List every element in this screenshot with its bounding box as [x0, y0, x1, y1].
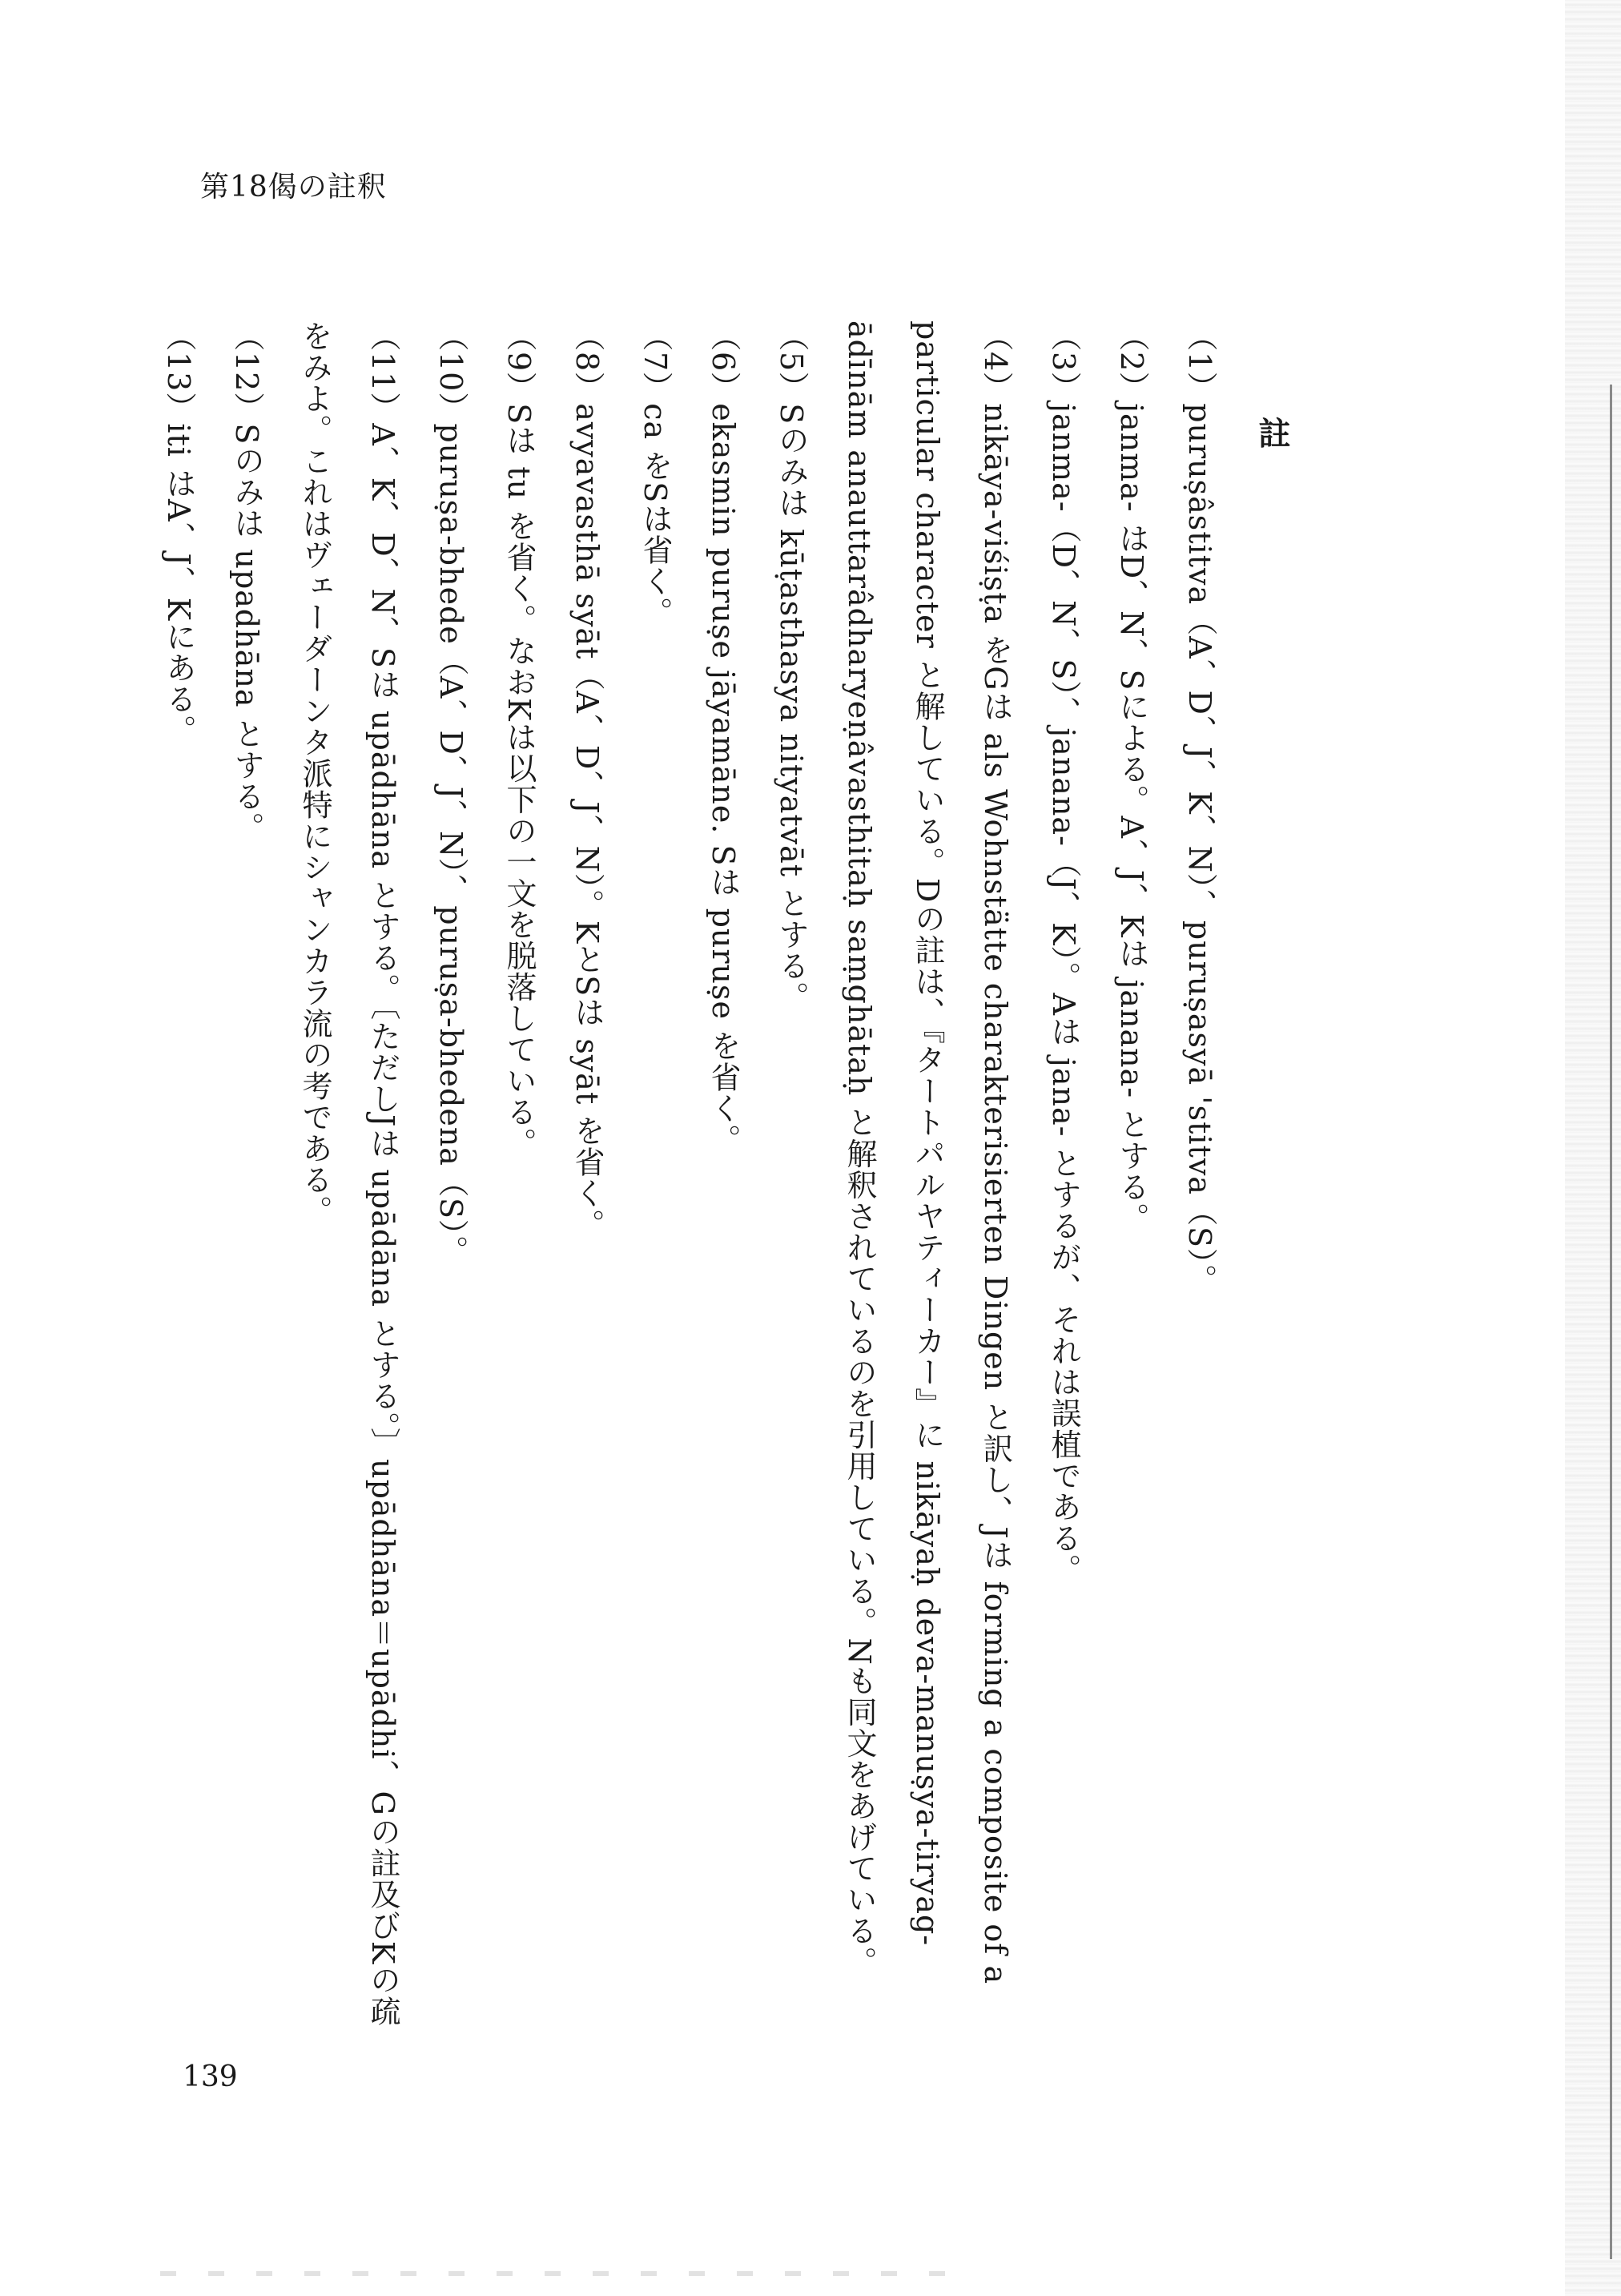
scan-bottom-marks [160, 2271, 961, 2276]
note-text: janma- はD、N、Sによる。A、J、Kは janana- とする。 [1114, 403, 1149, 1235]
note-text: Sのみは kūṭasthasya nityatvāt とする。 [774, 403, 809, 1013]
note-8 [553, 320, 621, 2051]
note-number: （13） [161, 320, 196, 424]
note-text: puruṣa-bhede（A、D、J、N）、puruṣa-bhedena（S）。 [433, 423, 469, 1267]
note-number: （9） [501, 320, 537, 404]
note-4 [825, 320, 1029, 2051]
notes-heading: 註 [1253, 417, 1291, 449]
note-number: （7） [638, 320, 673, 404]
note-1 [1165, 320, 1233, 2051]
page-number: 139 [183, 2060, 238, 2093]
note-text: nikāya-viśiṣṭa をGは als Wohnstätte charakterisierten Dingen と訳し、Jは forming a composite of a particular character と解している。Dの註は、『タートパルヤティーカー』に nikāyaḥ deva-manuṣya-tiryag-ādīnām anauttarâdharyeṇâvasthitaḥ saṃghātaḥ と解釈されているのを引用している。Nも同文をあげている。 [842, 320, 1013, 1985]
note-text: Sは tu を省く。なおKは以下の一文を脱落している。 [501, 403, 537, 1159]
note-number: （3） [1046, 320, 1081, 404]
note-number: （8） [569, 320, 605, 404]
page-edge-line [1610, 385, 1612, 2259]
note-3 [1029, 320, 1097, 2051]
note-number: （4） [978, 320, 1013, 404]
note-11 [280, 320, 416, 2051]
note-13 [144, 320, 212, 2051]
note-number: （5） [774, 320, 809, 404]
note-6 [689, 320, 757, 2051]
note-text: ekasmin puruṣe jāyamāne. Sは puruṣe を省く。 [706, 403, 741, 1156]
note-9 [485, 320, 553, 2051]
note-number: （11） [365, 320, 400, 424]
note-text: janma-（D、N、S）、janana-（J、K）。Aは jana- とするが、それは誤植である。 [1046, 403, 1081, 1585]
note-number: （10） [433, 320, 469, 424]
note-text: avyavasthā syāt（A、D、J、N）。KとSは syāt を省く。 [569, 403, 605, 1241]
note-number: （6） [706, 320, 741, 404]
note-12 [212, 320, 280, 2051]
note-text: Sのみは upadhāna とする。 [229, 423, 264, 844]
note-number: （1） [1182, 320, 1217, 404]
scan-edge-shading [1565, 0, 1621, 2296]
note-2 [1097, 320, 1165, 2051]
note-text: iti はA、J、Kにある。 [161, 423, 196, 747]
note-number: （2） [1114, 320, 1149, 404]
note-number: （12） [229, 320, 264, 424]
running-head: 第18偈の註釈 [200, 171, 387, 203]
note-text: ca をSは省く。 [638, 403, 673, 629]
notes-list [160, 320, 1233, 2051]
note-7 [621, 320, 689, 2051]
note-text: A、K、D、N、Sは upādhāna とする。〔ただしJは upādāna とする。〕upādhāna＝upādhi、Gの註及びKの疏をみよ。これはヴェーダーンタ派特にシャンカラ流の考である。 [297, 320, 400, 2028]
note-text: puruṣâstitva（A、D、J、K、N）、puruṣasyā 'stitva（S）。 [1182, 403, 1217, 1295]
note-10 [416, 320, 485, 2051]
note-5 [757, 320, 825, 2051]
